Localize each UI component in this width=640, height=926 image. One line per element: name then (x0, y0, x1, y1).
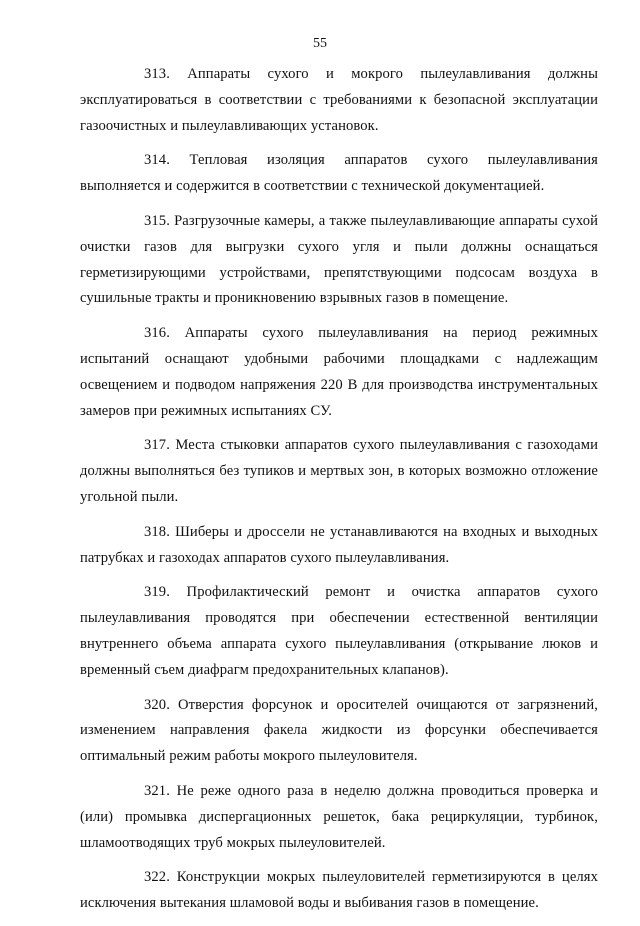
paragraph-313: 313. Аппараты сухого и мокрого пылеулавливания должны эксплуатироваться в соответствии с требованиями к безопасной эксплуатации газоочистных и пылеулавливающих установок. (80, 66, 598, 134)
paragraph-317: 317. Места стыковки аппаратов сухого пылеулавливания с газоходами должны выполняться без тупиков и мертвых зон, в которых возможно отложение угольной пыли. (80, 437, 598, 505)
paragraph-314: 314. Тепловая изоляция аппаратов сухого пылеулавливания выполняется и содержится в соответствии с технической документацией. (80, 152, 598, 195)
paragraph-322: 322. Конструкции мокрых пылеуловителей герметизируются в целях исключения вытекания шламовой воды и выбивания газов в помещение. (80, 869, 598, 912)
paragraph-320: 320. Отверстия форсунок и оросителей очищаются от загрязнений, изменением направления факела жидкости из форсунки обеспечивается оптимальный режим работы мокрого пылеуловителя. (80, 696, 598, 765)
paragraph-321: 321. Не реже одного раза в неделю должна проводиться проверка и (или) промывка диспергационных решеток, бака рециркуляции, турбинок, шламоотводящих труб мокрых пылеуловителей. (80, 782, 598, 851)
paragraph-315: 315. Разгрузочные камеры, а также пылеулавливающие аппараты сухой очистки газов для выгрузки сухого угля и пыли должны оснащаться герметизирующими устройствами, препятствующими подсосам воздуха в сушильные тракты и проникновению взрывных газов в помещение. (80, 212, 598, 307)
paragraph-319: 319. Профилактический ремонт и очистка аппаратов сухого пылеулавливания проводятся при обеспечении естественной вентиляции внутреннего объема аппарата сухого пылеулавливания (открывание люков и временный съем диафрагм предохранительных клапанов). (80, 584, 598, 678)
page-number: 55 (313, 36, 327, 51)
paragraph-318: 318. Шиберы и дроссели не устанавливаются на входных и выходных патрубках и газоходах аппаратов сухого пылеулавливания. (80, 523, 598, 566)
paragraph-316: 316. Аппараты сухого пылеулавливания на период режимных испытаний оснащают удобными рабочими площадками с надлежащим освещением и подводом напряжения 220 В для производства инструментальных замеров при режимных испытаниях СУ. (80, 325, 598, 419)
document-body (80, 62, 598, 926)
